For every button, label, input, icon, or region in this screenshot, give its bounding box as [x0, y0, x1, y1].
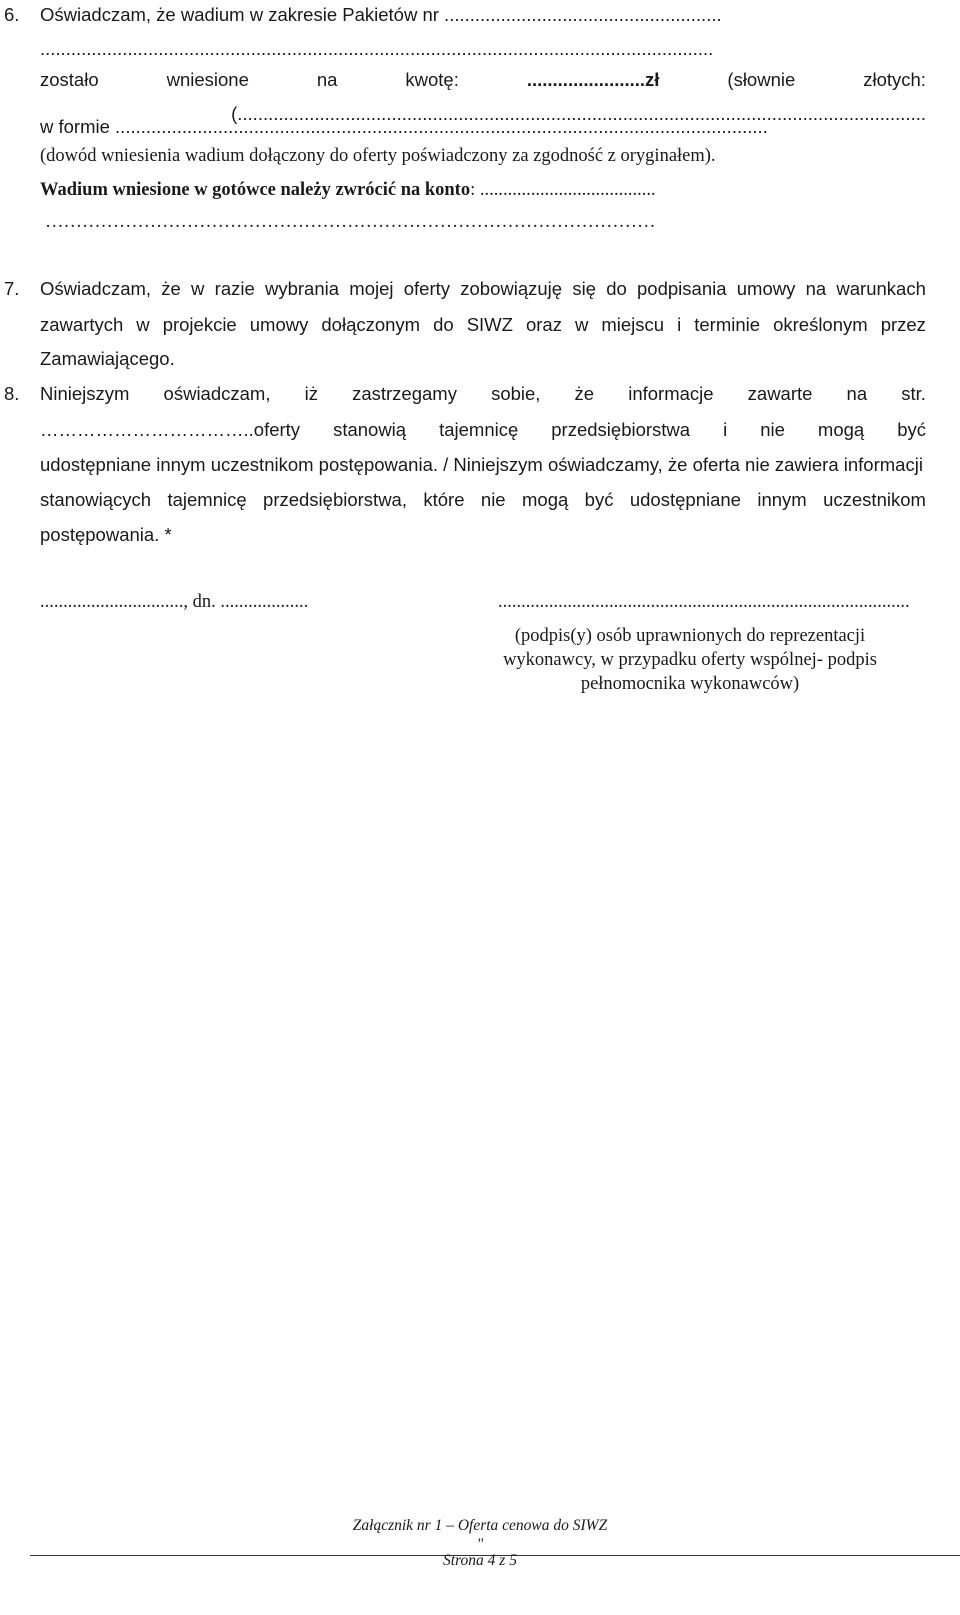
word: tajemnicę: [167, 489, 247, 510]
word: i: [677, 314, 682, 335]
word: informacje: [628, 383, 714, 404]
place-date-field: ..............................., dn. ...................: [40, 592, 309, 612]
word: przedsiębiorstwa: [551, 419, 691, 440]
word: uczestnikom: [823, 489, 926, 510]
word: mojej: [349, 278, 394, 299]
word: się: [572, 278, 596, 299]
word: ……………………………..oferty: [40, 419, 301, 440]
word: sobie,: [491, 383, 541, 404]
item-6-line-4: ......................................................................................................................................): [231, 105, 926, 124]
signature-caption: [480, 624, 900, 696]
footer-page-number: Strona 4 z 5: [443, 1552, 517, 1569]
word: mogą: [522, 489, 569, 510]
word: zawarte: [747, 383, 813, 404]
signature-line: .........................................................................................: [498, 592, 910, 612]
word: innym: [757, 489, 807, 510]
item-6-line-3: [40, 71, 926, 90]
caption-line: wykonawcy, w przypadku oferty wspólnej- podpis: [503, 650, 877, 670]
caption-line: pełnomocnika wykonawców): [580, 674, 800, 694]
bank-account-label: Wadium wniesione w gotówce należy zwrócić na konto: [40, 180, 471, 200]
item-8-line-5: postępowania. *: [40, 524, 172, 545]
word: mogą: [817, 419, 865, 440]
item-8-line-4: [40, 491, 926, 510]
word: zobowiązuję: [460, 278, 563, 299]
word: kwotę:: [405, 69, 459, 90]
word: określonym: [773, 314, 868, 335]
word: SIWZ: [466, 314, 513, 335]
item-6-line-2: ...................................................................................................................................: [40, 40, 714, 59]
amount-field: .......................zł: [526, 69, 660, 90]
word: zawartych: [40, 314, 124, 335]
item-8-line-3: udostępniane innym uczestnikom postępowania. / Niniejszym oświadczamy, że oferta nie zawiera informacji: [40, 456, 923, 475]
word: oferty: [403, 278, 451, 299]
word: miejscu: [601, 314, 665, 335]
word: być: [584, 489, 614, 510]
word: być: [897, 419, 926, 440]
word: nie: [480, 489, 506, 510]
item-8-line-1: [40, 385, 926, 404]
item-6-line-7: [40, 181, 656, 200]
word: stanowią: [333, 419, 407, 440]
word: wybrania: [265, 278, 340, 299]
word: które: [423, 489, 465, 510]
word: oraz: [525, 314, 562, 335]
word: Oświadczam,: [40, 278, 152, 299]
item-6-line-8: ………………………………………………………………………………………: [45, 213, 656, 232]
word: terminie: [694, 314, 761, 335]
word: że: [161, 278, 181, 299]
item-6-line-5: w formie ...............................................................................................................................: [40, 118, 768, 137]
word: razie: [214, 278, 255, 299]
item-7-number: 7.: [4, 278, 20, 299]
word: na: [316, 69, 338, 90]
item-6-number: 6.: [4, 4, 20, 25]
footer-mark: ": [476, 1536, 484, 1553]
word: str.: [901, 383, 926, 404]
item-8-line-2: [40, 421, 926, 440]
word: zostało: [40, 69, 99, 90]
item-8-number: 8.: [4, 383, 20, 404]
word: złotych:: [863, 69, 926, 90]
word: oświadczam,: [163, 383, 271, 404]
word: w: [574, 314, 589, 335]
item-7-line-2: [40, 316, 926, 335]
item-7-line-3: Zamawiającego.: [40, 348, 175, 369]
word: zastrzegamy: [352, 383, 457, 404]
bank-account-field: : ......................................: [470, 180, 656, 200]
word: dołączonym: [321, 314, 421, 335]
footer-title: Załącznik nr 1 – Oferta cenowa do SIWZ: [352, 1517, 608, 1534]
word: tajemnicę: [439, 419, 519, 440]
word: do: [606, 278, 627, 299]
word: przez: [880, 314, 926, 335]
word: do: [433, 314, 454, 335]
item-7-line-1: [40, 280, 926, 299]
word: na: [805, 278, 827, 299]
word: na: [846, 383, 868, 404]
word: stanowiących: [40, 489, 152, 510]
word: przedsiębiorstwa,: [263, 489, 407, 510]
word: w: [136, 314, 150, 335]
word: w: [191, 278, 205, 299]
word: nie: [760, 419, 785, 440]
word: Niniejszym: [40, 383, 130, 404]
word: wniesione: [166, 69, 249, 90]
word: iż: [304, 383, 318, 404]
word: i: [723, 419, 728, 440]
item-6-line-6: (dowód wniesienia wadium dołączony do oferty poświadczony za zgodność z oryginałem).: [40, 146, 716, 166]
caption-line: (podpis(y) osób uprawnionych do reprezentacji: [514, 626, 866, 646]
word: projekcie: [162, 314, 237, 335]
word: udostępniane: [629, 489, 741, 510]
item-6-line-1: Oświadczam, że wadium w zakresie Pakietów nr ......................................................: [40, 4, 722, 25]
word: warunkach: [836, 278, 926, 299]
word: że: [574, 383, 595, 404]
word: umowy: [249, 314, 309, 335]
word: umowy: [736, 278, 796, 299]
word: (słownie: [727, 69, 796, 90]
word: podpisania: [637, 278, 727, 299]
